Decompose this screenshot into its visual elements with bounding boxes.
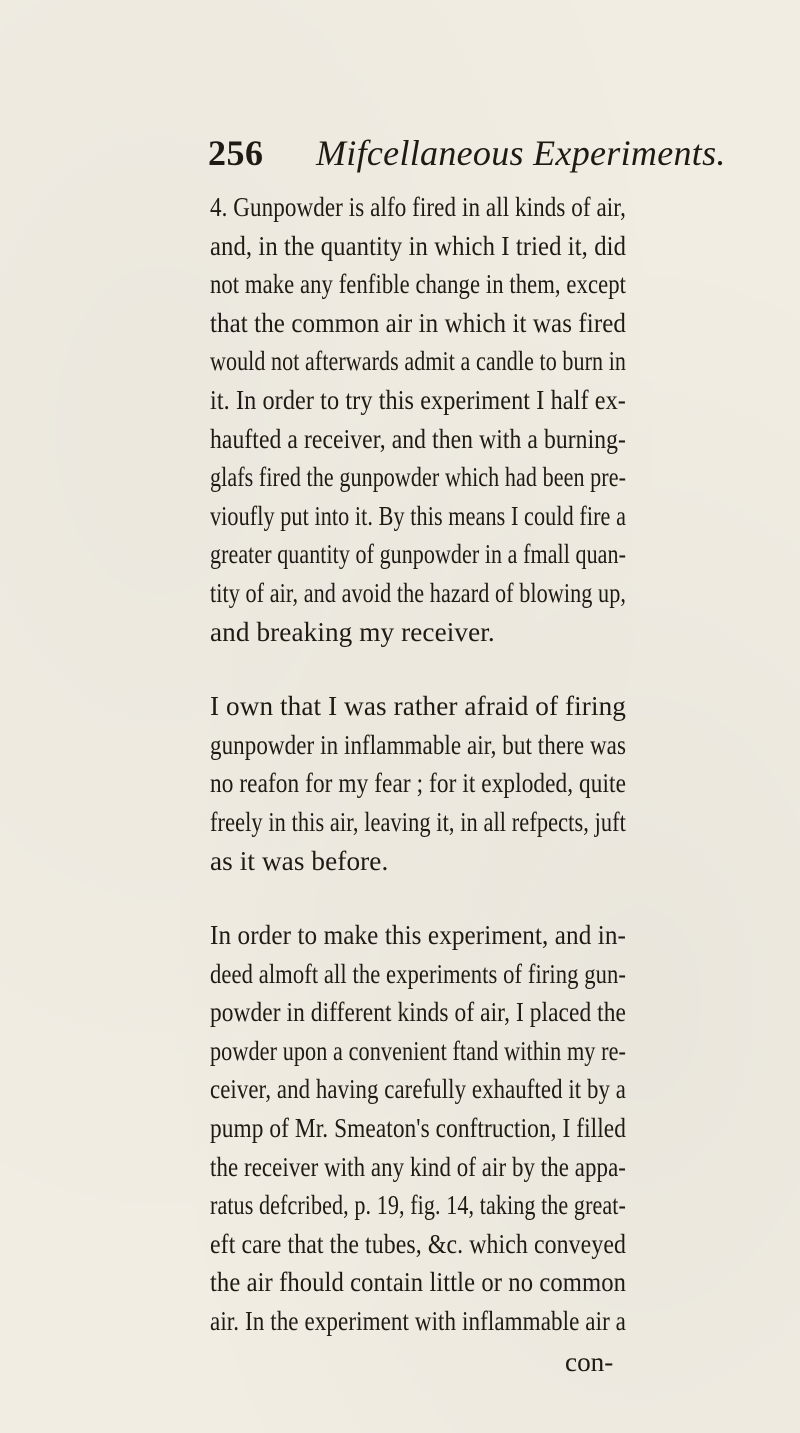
text-line: vioufly put into it. By this means I could fire a [210,500,627,531]
text-line: the air fhould contain little or no common [210,1267,627,1298]
text-line: eft care that the tubes, &c. which conveyed [210,1228,626,1259]
text-line: no reafon for my fear ; for it exploded, quite [210,768,626,799]
text-line: gunpowder in inflammable air, but there was [210,729,627,760]
page-number: 256 [208,133,264,173]
text-line: In order to make this experiment, and in- [210,920,627,951]
running-head [208,132,726,180]
text-line: I own that I was rather afraid of firing [210,691,626,722]
text-line: powder upon a convenient ftand within my re- [210,1035,627,1066]
running-title: Mifcellaneous Experiments. [316,133,726,173]
text-line: that the common air in which it was fired [210,307,627,338]
text-line: air. In the experiment with inflammable air a [210,1306,627,1337]
text-line: haufted a receiver, and then with a burning- [210,423,626,454]
text-line: as it was before. [210,845,389,876]
text-line: greater quantity of gunpowder in a fmall quan- [210,539,626,570]
text-line: freely in this air, leaving it, in all refpects, juft [210,806,626,837]
text-line: pump of Mr. Smeaton's conftruction, I filled [210,1113,626,1144]
paragraph-gunpowder-fired [210,188,626,651]
paragraph-gap [210,651,626,687]
text-line: not make any fenfible change in them, except [210,269,626,300]
text-line: ratus defcribed, p. 19, fig. 14, taking the great- [210,1190,626,1221]
body-text [210,188,626,1341]
text-line: and breaking my receiver. [210,616,495,647]
paragraph-method [210,916,626,1341]
text-line: glafs fired the gunpowder which had been pre- [210,462,627,493]
text-line: tity of air, and avoid the hazard of blowing up, [210,577,627,608]
catchword: con- [565,1347,614,1377]
text-line: deed almoft all the experiments of firing gun- [210,958,627,989]
text-line: 4. Gunpowder is alfo fired in all kinds of air, [210,192,626,222]
paragraph-gap [210,880,626,916]
text-line: the receiver with any kind of air by the appa- [210,1151,627,1182]
text-line: and, in the quantity in which I tried it, did [210,230,627,261]
text-line: ceiver, and having carefully exhaufted it by a [210,1074,626,1105]
text-line: it. In order to try this experiment I half ex- [210,384,626,415]
text-line: would not afterwards admit a candle to burn in [210,346,627,377]
text-line: powder in different kinds of air, I placed the [210,997,626,1028]
paragraph-inflammable-air [210,687,626,880]
